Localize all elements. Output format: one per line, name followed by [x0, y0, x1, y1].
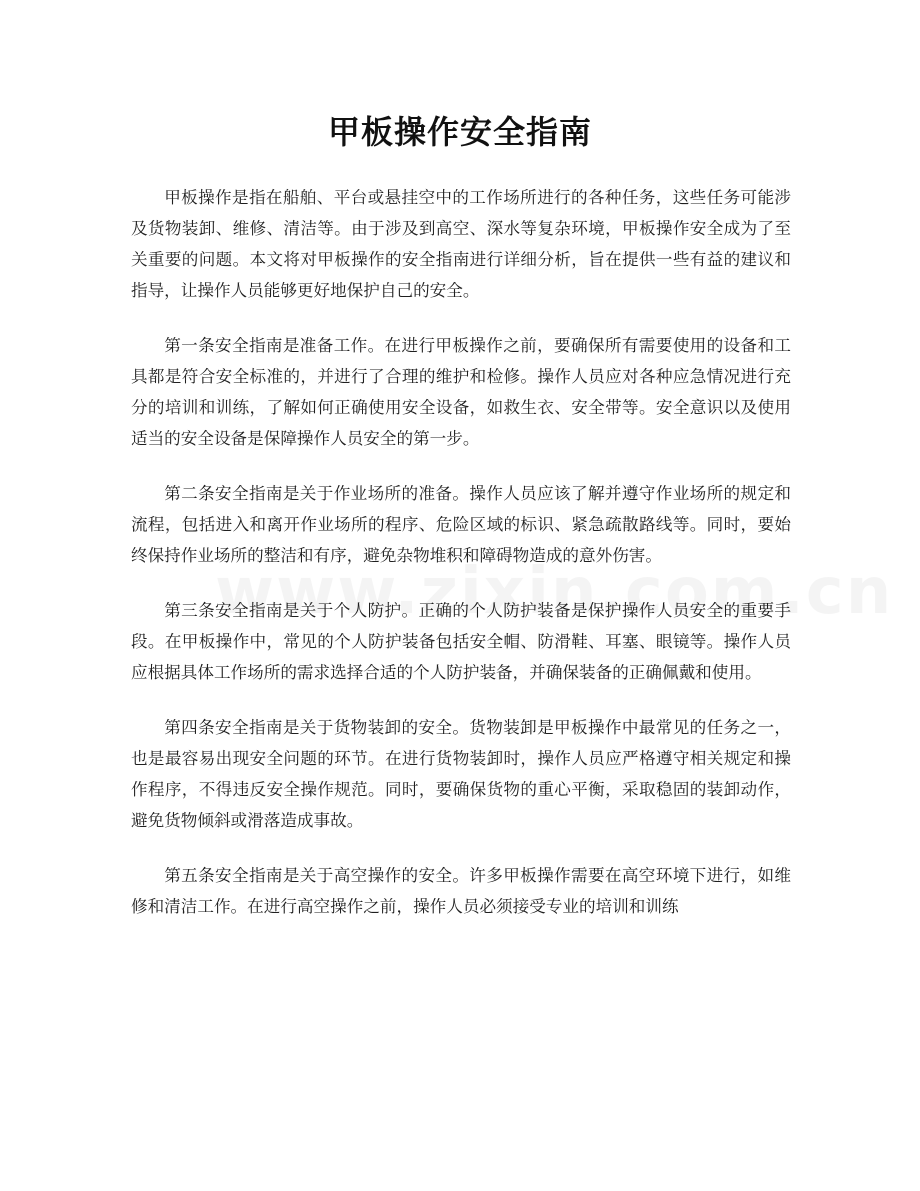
paragraph-guideline-3: 第三条安全指南是关于个人防护。正确的个人防护装备是保护操作人员安全的重要手段。在甲板操作中，常见的个人防护装备包括安全帽、防滑鞋、耳塞、眼镜等。操作人员应根据具体工作场所的需求选择合适的个人防护装备，并确保装备的正确佩戴和使用。: [131, 601, 791, 682]
paragraph-guideline-4: 第四条安全指南是关于货物装卸的安全。货物装卸是甲板操作中最常见的任务之一，也是最容易出现安全问题的环节。在进行货物装卸时，操作人员应严格遵守相关规定和操作程序，不得违反安全操作规范。同时，要确保货物的重心平衡，采取稳固的装卸动作，避免货物倾斜或滑落造成事故。: [131, 718, 791, 830]
paragraph-intro: 甲板操作是指在船舶、平台或悬挂空中的工作场所进行的各种任务，这些任务可能涉及货物装卸、维修、清洁等。由于涉及到高空、深水等复杂环境，甲板操作安全成为了至关重要的问题。本文将对甲板操作的安全指南进行详细分析，旨在提供一些有益的建议和指导，让操作人员能够更好地保护自己的安全。: [131, 188, 791, 300]
paragraph-guideline-2: 第二条安全指南是关于作业场所的准备。操作人员应该了解并遵守作业场所的规定和流程，包括进入和离开作业场所的程序、危险区域的标识、紧急疏散路线等。同时，要始终保持作业场所的整洁和有序，避免杂物堆积和障碍物造成的意外伤害。: [131, 484, 791, 565]
document-body: [131, 182, 791, 946]
page-title: 甲板操作安全指南: [327, 113, 592, 151]
paragraph-guideline-1: 第一条安全指南是准备工作。在进行甲板操作之前，要确保所有需要使用的设备和工具都是符合安全标准的，并进行了合理的维护和检修。操作人员应对各种应急情况进行充分的培训和训练，了解如何正确使用安全设备，如救生衣、安全带等。安全意识以及使用适当的安全设备是保障操作人员安全的第一步。: [131, 336, 791, 448]
paragraph-guideline-5: 第五条安全指南是关于高空操作的安全。许多甲板操作需要在高空环境下进行，如维修和清洁工作。在进行高空操作之前，操作人员必须接受专业的培训和训练: [131, 866, 791, 916]
